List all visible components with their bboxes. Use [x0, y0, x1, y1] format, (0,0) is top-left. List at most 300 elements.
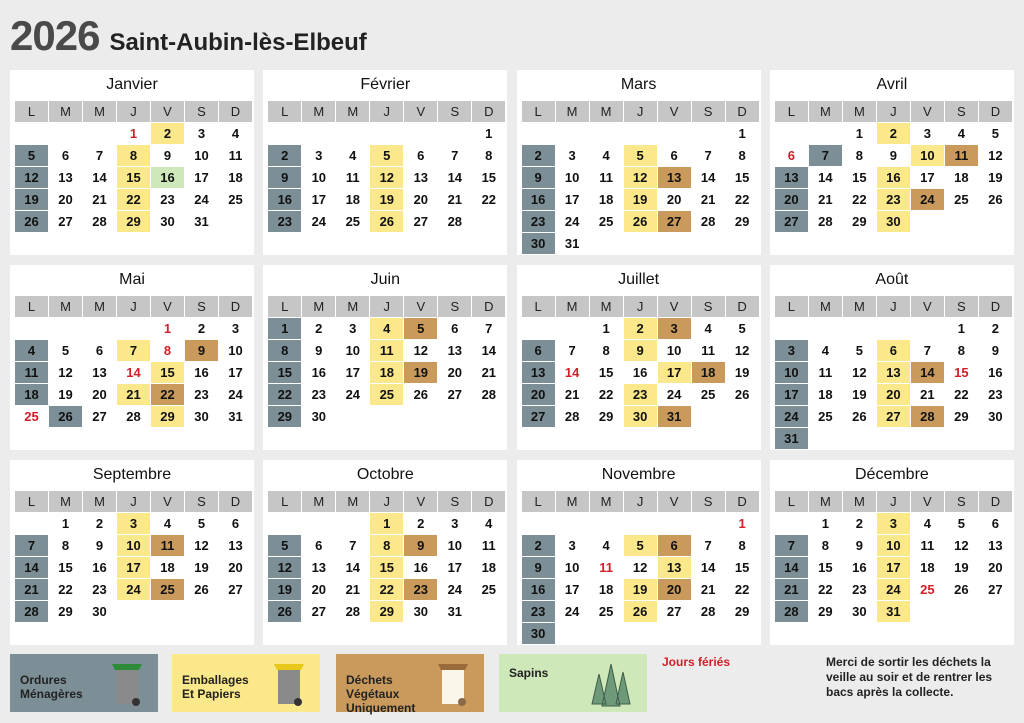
day-cell: 3 [349, 321, 357, 336]
weekday-label: M [83, 101, 116, 122]
day-cell: 11 [345, 170, 360, 185]
day-cell: 21 [700, 192, 716, 207]
day-cell: 31 [775, 428, 808, 449]
day-cell: 9 [185, 340, 218, 361]
day-cell: 5 [624, 535, 657, 556]
empty-cell [302, 123, 335, 144]
day-cell: 24 [877, 579, 910, 600]
day-cell: 5 [61, 343, 70, 358]
day-cell: 13 [311, 560, 327, 575]
weekday-label: V [151, 101, 184, 122]
fir-trees-icon [589, 660, 633, 708]
day-cell: 7 [95, 148, 104, 163]
day-cell: 12 [268, 557, 301, 578]
day-cell: 16 [194, 365, 209, 380]
weekday-label: M [590, 296, 623, 317]
month-title: Juillet [618, 271, 660, 288]
day-cell: 18 [954, 170, 969, 185]
weekday-header [15, 101, 250, 122]
day-cell: 2 [268, 145, 301, 166]
day-cell: 26 [954, 582, 969, 597]
day-cell: 6 [451, 321, 459, 336]
day-cell: 6 [787, 148, 795, 163]
day-cell: 22 [151, 384, 184, 405]
weekday-label: M [590, 101, 623, 122]
day-cell: 10 [228, 343, 243, 358]
day-cell: 26 [49, 406, 82, 427]
weekday-label: J [117, 491, 150, 512]
day-cell: 13 [522, 362, 555, 383]
day-cell: 5 [738, 321, 746, 336]
day-cell: 5 [855, 343, 863, 358]
day-cell: 11 [920, 538, 935, 553]
day-cell: 29 [734, 214, 750, 229]
empty-cell [692, 513, 725, 534]
day-cell: 13 [447, 343, 463, 358]
day-cell: 17 [920, 170, 935, 185]
day-cell: 19 [988, 170, 1003, 185]
day-cell: 8 [163, 343, 172, 358]
day-cell: 24 [311, 214, 327, 229]
day-cell: 10 [117, 535, 150, 556]
day-cell: 26 [734, 387, 750, 402]
day-cell: 15 [268, 362, 301, 383]
weekday-label: V [658, 296, 691, 317]
weekday-label: V [911, 101, 944, 122]
day-grid [522, 318, 757, 427]
day-cell: 7 [485, 321, 493, 336]
legend-ordures-label: Ordures Ménagères [20, 673, 83, 701]
day-cell: 3 [568, 148, 576, 163]
day-cell: 15 [954, 365, 969, 380]
day-cell: 26 [624, 211, 657, 232]
day-cell: 25 [345, 214, 361, 229]
day-cell: 22 [117, 189, 150, 210]
day-cell: 14 [481, 343, 497, 358]
weekday-label: L [775, 491, 808, 512]
day-cell: 11 [151, 535, 184, 556]
day-cell: 25 [598, 604, 614, 619]
day-cell: 28 [700, 214, 716, 229]
weekday-label: M [590, 491, 623, 512]
day-cell: 17 [447, 560, 463, 575]
weekday-label: M [843, 296, 876, 317]
weekday-label: M [843, 101, 876, 122]
day-cell: 19 [852, 387, 867, 402]
day-cell: 19 [734, 365, 750, 380]
day-cell: 1 [370, 513, 403, 534]
weekday-label: M [302, 101, 335, 122]
day-cell: 30 [160, 214, 175, 229]
day-cell: 29 [58, 604, 73, 619]
day-cell: 21 [15, 579, 48, 600]
day-cell: 6 [658, 535, 691, 556]
day-cell: 9 [624, 340, 657, 361]
day-cell: 24 [775, 406, 808, 427]
month-6 [517, 265, 761, 450]
day-grid [775, 513, 1010, 622]
day-cell: 16 [632, 365, 648, 380]
day-cell: 23 [522, 601, 555, 622]
day-cell: 10 [345, 343, 361, 358]
weekday-label: D [472, 491, 505, 512]
empty-cell [775, 318, 808, 339]
weekday-label: L [775, 296, 808, 317]
day-cell: 19 [624, 189, 657, 210]
weekday-label: M [843, 491, 876, 512]
day-cell: 28 [818, 214, 833, 229]
empty-cell [336, 513, 369, 534]
empty-cell [590, 513, 623, 534]
weekday-header [15, 296, 250, 317]
day-cell: 8 [821, 538, 829, 553]
weekday-label: S [185, 296, 218, 317]
day-cell: 1 [738, 126, 746, 141]
day-cell: 8 [602, 343, 610, 358]
month-title: Mars [620, 76, 657, 93]
day-cell: 25 [954, 192, 969, 207]
day-grid [15, 318, 250, 427]
weekday-label: L [522, 491, 555, 512]
day-cell: 2 [417, 516, 425, 531]
day-cell: 14 [345, 560, 361, 575]
day-cell: 20 [447, 365, 463, 380]
day-cell: 29 [370, 601, 403, 622]
day-cell: 17 [564, 192, 580, 207]
day-cell: 27 [228, 582, 243, 597]
day-cell: 13 [92, 365, 107, 380]
day-cell: 15 [481, 170, 497, 185]
day-cell: 18 [370, 362, 403, 383]
day-cell: 11 [370, 340, 403, 361]
weekday-label: S [692, 101, 725, 122]
day-cell: 30 [194, 409, 209, 424]
empty-cell [590, 123, 623, 144]
legend-vegetaux [336, 654, 484, 715]
day-cell: 18 [15, 384, 48, 405]
day-cell: 22 [598, 387, 614, 402]
weekday-label: S [185, 491, 218, 512]
day-cell: 19 [954, 560, 969, 575]
day-cell: 14 [447, 170, 463, 185]
weekday-label: L [522, 296, 555, 317]
day-cell: 10 [564, 170, 580, 185]
day-cell: 24 [447, 582, 463, 597]
empty-cell [268, 513, 301, 534]
day-cell: 11 [228, 148, 243, 163]
legend-vegetaux-label: Déchets Végétaux Uniquement [346, 673, 416, 715]
weekday-label: D [726, 296, 759, 317]
weekday-header [775, 101, 1010, 122]
day-cell: 21 [92, 192, 107, 207]
day-cell: 5 [268, 535, 301, 556]
empty-cell [268, 123, 301, 144]
weekday-label: J [370, 491, 403, 512]
weekday-label: L [268, 296, 301, 317]
day-cell: 7 [923, 343, 931, 358]
day-cell: 24 [564, 214, 580, 229]
day-cell: 25 [151, 579, 184, 600]
day-cell: 4 [163, 516, 172, 531]
legend-emballages-label: Emballages Et Papiers [182, 673, 249, 701]
empty-cell [15, 318, 48, 339]
day-cell: 4 [957, 126, 965, 141]
empty-cell [404, 123, 437, 144]
weekday-header [775, 296, 1010, 317]
day-cell: 20 [877, 384, 910, 405]
day-cell: 22 [370, 579, 403, 600]
day-cell: 27 [988, 582, 1003, 597]
weekday-header [522, 101, 757, 122]
day-cell: 3 [658, 318, 691, 339]
empty-cell [624, 513, 657, 534]
day-cell: 11 [945, 145, 978, 166]
day-cell: 8 [738, 148, 746, 163]
day-cell: 23 [92, 582, 107, 597]
empty-cell [809, 318, 842, 339]
day-grid [15, 513, 250, 622]
month-7 [770, 265, 1014, 450]
day-cell: 28 [700, 604, 716, 619]
day-cell: 10 [666, 343, 682, 358]
empty-cell [522, 318, 555, 339]
day-cell: 21 [818, 192, 833, 207]
day-cell: 18 [160, 560, 175, 575]
day-cell: 23 [160, 192, 175, 207]
day-cell: 3 [117, 513, 150, 534]
day-cell: 8 [957, 343, 965, 358]
weekday-label: V [151, 491, 184, 512]
day-cell: 16 [413, 560, 429, 575]
day-cell: 22 [734, 192, 750, 207]
day-cell: 2 [522, 145, 555, 166]
day-cell: 20 [666, 192, 682, 207]
day-cell: 2 [624, 318, 657, 339]
day-cell: 27 [413, 214, 429, 229]
green-bin-icon [110, 660, 144, 708]
day-cell: 29 [852, 214, 867, 229]
day-cell: 18 [818, 387, 833, 402]
day-cell: 10 [775, 362, 808, 383]
day-cell: 26 [268, 601, 301, 622]
day-cell: 18 [920, 560, 935, 575]
weekday-label: M [336, 296, 369, 317]
empty-cell [83, 318, 116, 339]
month-3 [770, 70, 1014, 255]
empty-cell [522, 123, 555, 144]
day-cell: 13 [988, 538, 1003, 553]
day-cell: 3 [231, 321, 240, 336]
day-cell: 1 [602, 321, 610, 336]
day-grid [268, 318, 503, 427]
weekday-label: S [185, 101, 218, 122]
day-cell: 22 [734, 582, 750, 597]
legend-ordures [10, 654, 158, 712]
day-cell: 21 [345, 582, 361, 597]
day-cell: 2 [315, 321, 323, 336]
day-cell: 28 [775, 601, 808, 622]
day-cell: 24 [666, 387, 682, 402]
day-cell: 9 [991, 343, 999, 358]
day-cell: 8 [61, 538, 70, 553]
day-cell: 15 [734, 560, 750, 575]
weekday-label: M [83, 491, 116, 512]
day-grid [775, 123, 1010, 232]
month-title: Février [360, 76, 411, 93]
day-cell: 26 [624, 601, 657, 622]
empty-cell [370, 123, 403, 144]
weekday-label: S [945, 491, 978, 512]
day-cell: 17 [775, 384, 808, 405]
day-cell: 4 [485, 516, 493, 531]
empty-cell [775, 123, 808, 144]
day-cell: 4 [231, 126, 240, 141]
weekday-label: M [302, 491, 335, 512]
weekday-label: L [15, 101, 48, 122]
day-cell: 8 [268, 340, 301, 361]
month-5 [263, 265, 507, 450]
day-cell: 1 [738, 516, 746, 531]
day-cell: 21 [775, 579, 808, 600]
weekday-header [268, 296, 503, 317]
day-cell: 5 [15, 145, 48, 166]
month-10 [517, 460, 761, 645]
day-cell: 19 [404, 362, 437, 383]
day-cell: 5 [370, 145, 403, 166]
day-cell: 23 [522, 211, 555, 232]
day-cell: 16 [877, 167, 910, 188]
day-cell: 17 [345, 365, 361, 380]
day-cell: 4 [704, 321, 712, 336]
day-cell: 4 [370, 318, 403, 339]
weekday-label: J [117, 101, 150, 122]
month-1 [263, 70, 507, 255]
day-cell: 16 [852, 560, 867, 575]
day-cell: 27 [58, 214, 73, 229]
weekday-label: S [692, 491, 725, 512]
day-cell: 17 [658, 362, 691, 383]
day-cell: 14 [700, 560, 716, 575]
weekday-label: J [877, 296, 910, 317]
day-cell: 29 [151, 406, 184, 427]
day-cell: 12 [852, 365, 867, 380]
day-cell: 10 [564, 560, 580, 575]
day-cell: 13 [228, 538, 243, 553]
day-cell: 12 [624, 167, 657, 188]
day-cell: 10 [194, 148, 209, 163]
day-cell: 17 [877, 557, 910, 578]
day-cell: 14 [15, 557, 48, 578]
day-cell: 20 [658, 579, 691, 600]
empty-cell [83, 123, 116, 144]
weekday-label: S [692, 296, 725, 317]
day-cell: 30 [877, 211, 910, 232]
weekday-label: V [404, 296, 437, 317]
weekday-label: V [404, 101, 437, 122]
day-cell: 7 [775, 535, 808, 556]
day-cell: 28 [345, 604, 361, 619]
day-cell: 26 [370, 211, 403, 232]
day-cell: 14 [92, 170, 107, 185]
day-cell: 19 [370, 189, 403, 210]
weekday-label: V [658, 101, 691, 122]
day-cell: 16 [522, 579, 555, 600]
day-cell: 25 [24, 409, 39, 424]
day-cell: 21 [117, 384, 150, 405]
month-2 [517, 70, 761, 255]
day-cell: 25 [481, 582, 497, 597]
day-cell: 19 [194, 560, 209, 575]
day-cell: 6 [670, 148, 678, 163]
day-cell: 28 [447, 214, 463, 229]
day-cell: 11 [15, 362, 48, 383]
day-cell: 13 [775, 167, 808, 188]
day-cell: 14 [818, 170, 833, 185]
weekday-label: L [268, 491, 301, 512]
day-cell: 26 [988, 192, 1003, 207]
day-cell: 27 [522, 406, 555, 427]
day-cell: 18 [692, 362, 725, 383]
weekday-label: D [979, 101, 1012, 122]
day-cell: 12 [632, 560, 648, 575]
day-cell: 30 [413, 604, 429, 619]
day-cell: 6 [231, 516, 240, 531]
day-cell: 15 [852, 170, 867, 185]
day-cell: 5 [991, 126, 999, 141]
day-cell: 13 [877, 362, 910, 383]
day-cell: 6 [95, 343, 104, 358]
day-cell: 17 [228, 365, 243, 380]
day-cell: 18 [598, 582, 614, 597]
day-cell: 22 [268, 384, 301, 405]
day-cell: 20 [58, 192, 73, 207]
weekday-label: D [472, 296, 505, 317]
day-cell: 5 [957, 516, 965, 531]
year-title: 2026 [10, 12, 100, 59]
day-cell: 18 [228, 170, 243, 185]
day-cell: 19 [268, 579, 301, 600]
day-cell: 30 [988, 409, 1003, 424]
day-cell: 6 [417, 148, 425, 163]
day-cell: 15 [151, 362, 184, 383]
day-cell: 27 [92, 409, 107, 424]
day-cell: 23 [268, 211, 301, 232]
day-cell: 8 [485, 148, 493, 163]
day-cell: 14 [911, 362, 944, 383]
day-cell: 28 [911, 406, 944, 427]
day-cell: 22 [58, 582, 73, 597]
weekday-label: M [809, 491, 842, 512]
weekday-label: L [15, 491, 48, 512]
day-cell: 17 [564, 582, 580, 597]
weekday-label: S [945, 101, 978, 122]
day-cell: 7 [704, 538, 712, 553]
weekday-label: J [624, 101, 657, 122]
empty-cell [692, 123, 725, 144]
day-cell: 13 [658, 557, 691, 578]
day-cell: 25 [598, 214, 614, 229]
month-title: Septembre [92, 466, 172, 483]
day-cell: 6 [522, 340, 555, 361]
day-cell: 23 [404, 579, 437, 600]
day-cell: 1 [61, 516, 70, 531]
day-cell: 20 [92, 387, 107, 402]
day-cell: 9 [855, 538, 863, 553]
day-cell: 4 [349, 148, 357, 163]
day-cell: 28 [481, 387, 497, 402]
day-cell: 13 [58, 170, 73, 185]
day-cell: 26 [852, 409, 867, 424]
